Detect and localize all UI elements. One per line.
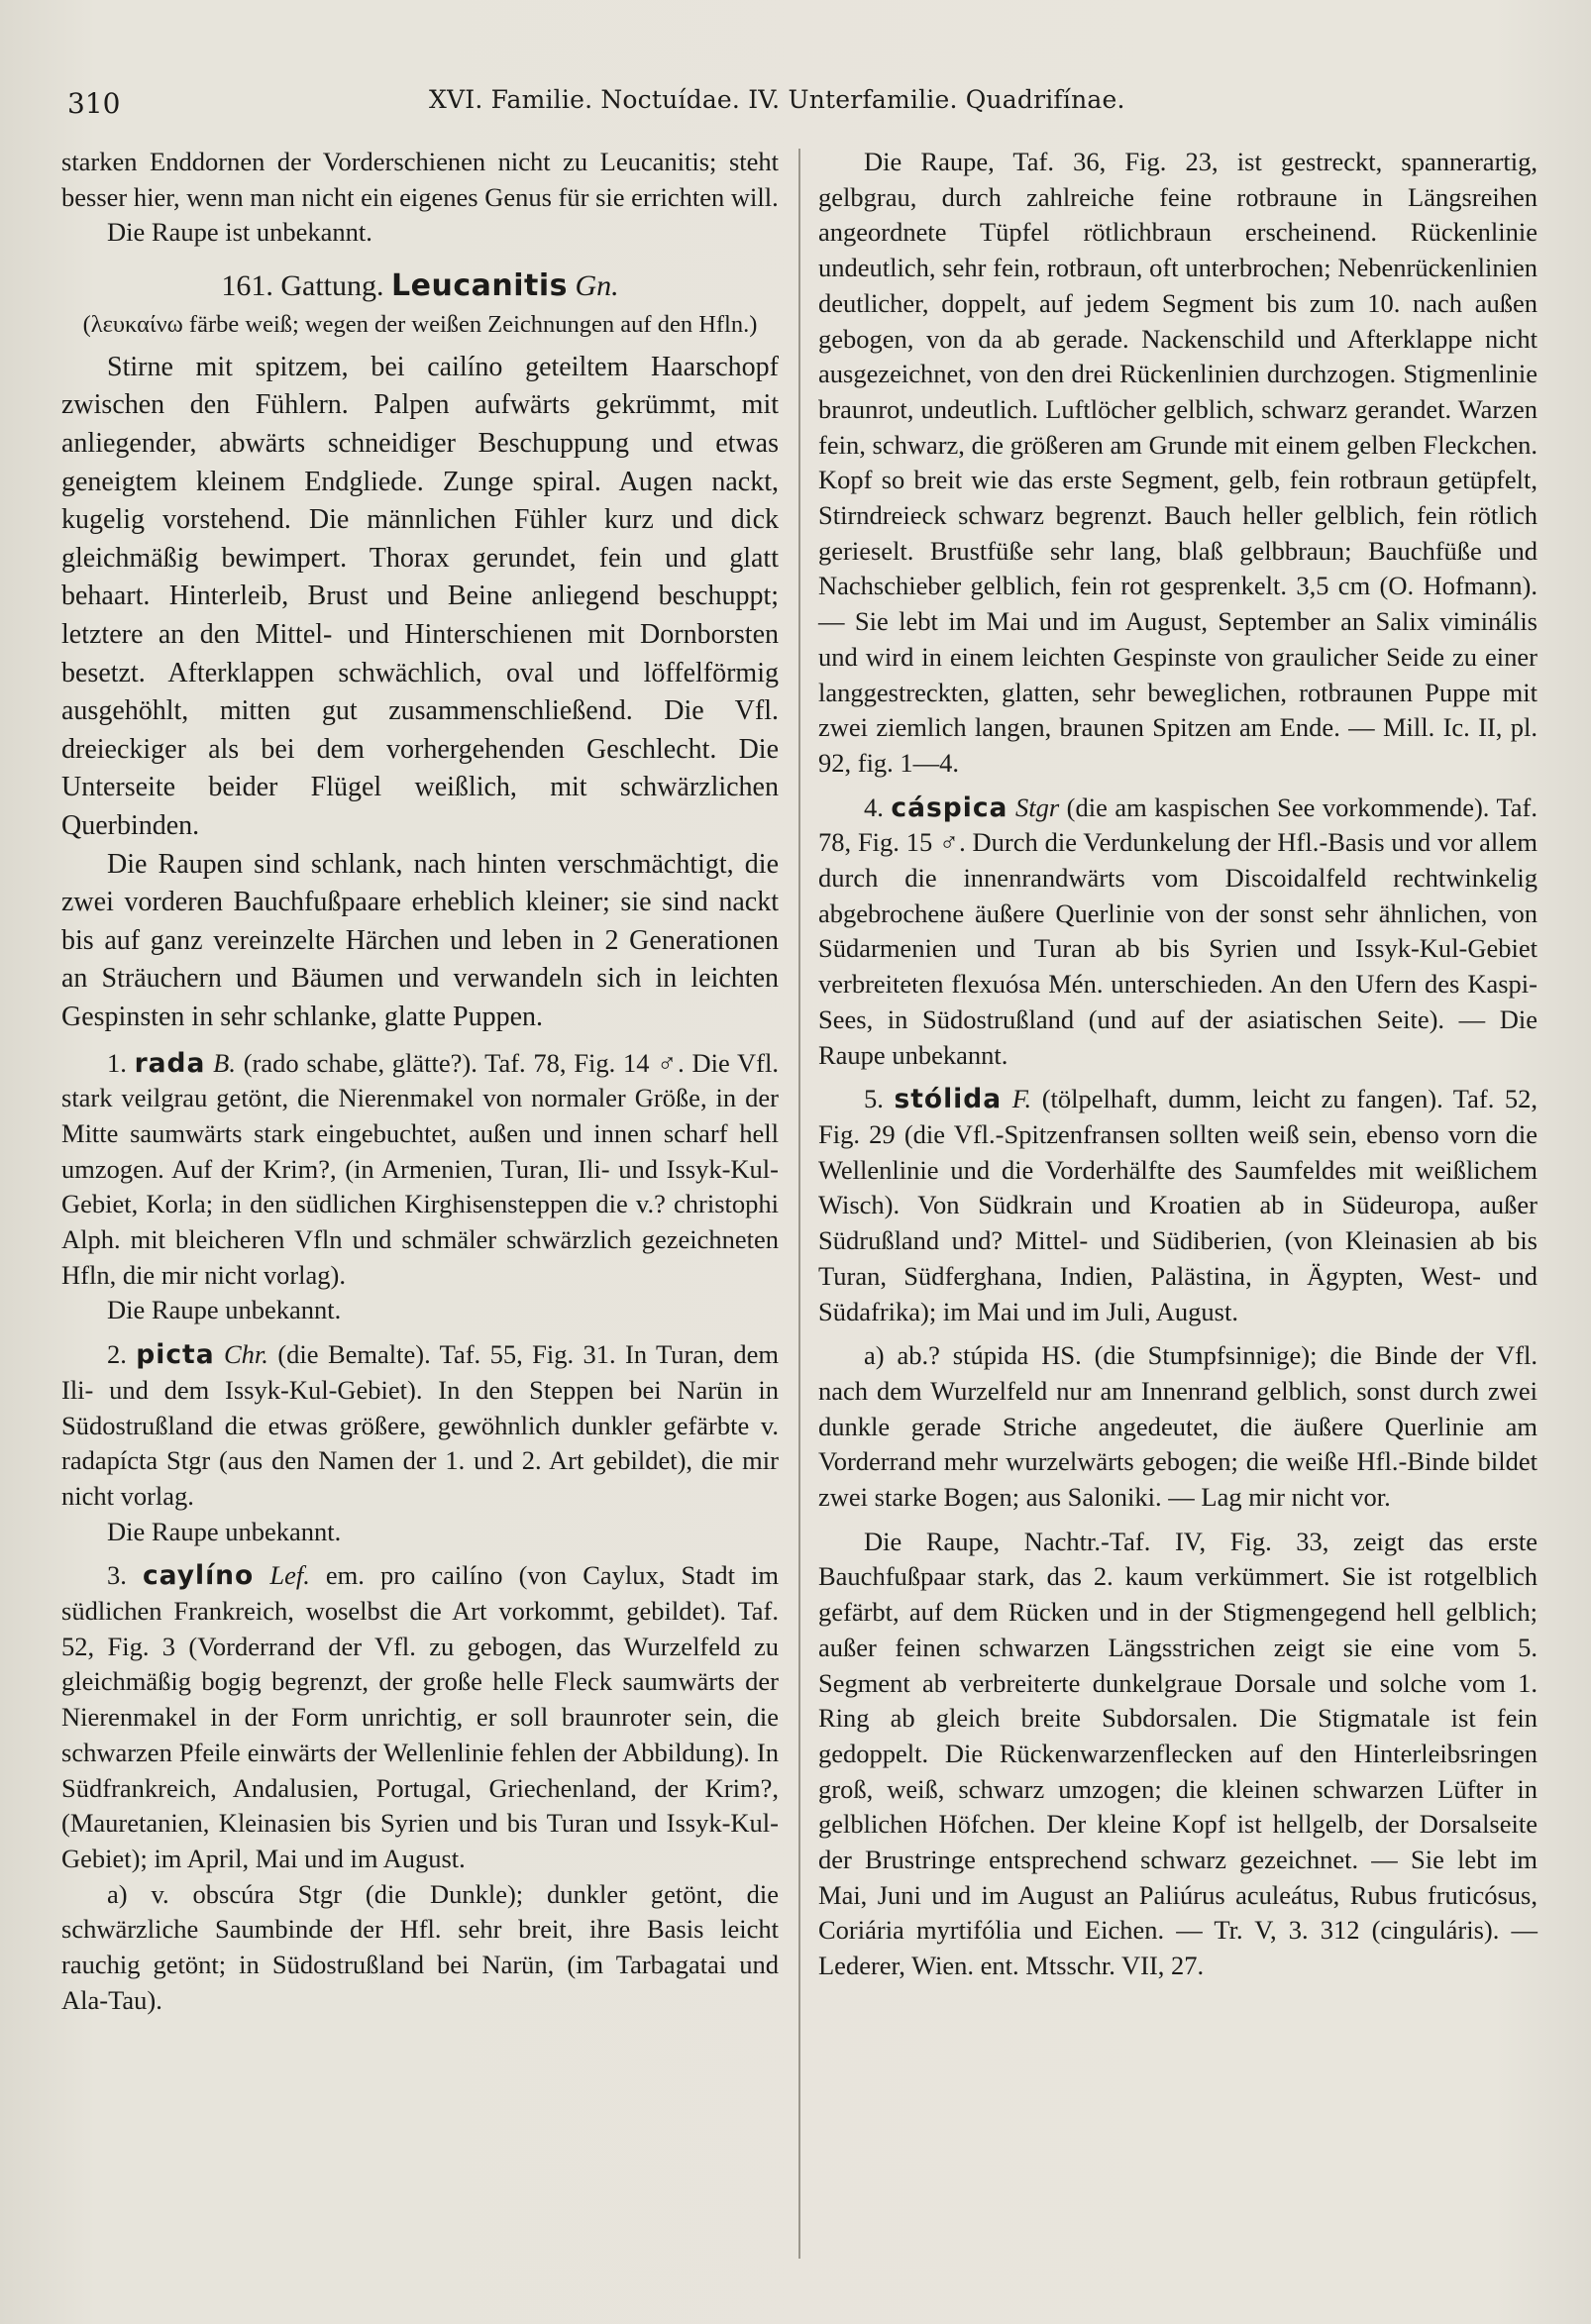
species-author: Stgr [1014,792,1060,822]
species-entry [818,1082,1538,1329]
species-entry [61,1337,779,1515]
intro-paragraph: starken Enddornen der Vorderschienen nicht zu Leucanitis; steht besser hier, wenn man nicht ein eigenes Genus für sie errichten will. [61,147,779,212]
species-text: em. pro cailíno (von Caylux, Stadt im südlichen Frankreich, woselbst die Art vorkommt, gebildet). Taf. 52, Fig. 3 (Vorderrand der Vfl. zu gebogen, das Wurzelfeld zu gleichmäßig bogig begrenzt, der große helle Fleck saumwärts der Nierenmakel in der Form unrichtig, er soll braunroter sein, die schwarzen Pfeile einwärts der Wellenlinie fehlen der Abbildung). In Südfrankreich, Andalusien, Portugal, Griechenland, der Krim?, (Mauretanien, Kleinasien bis Syrien und bis Turan und Issyk-Kul-Gebiet); im April, Mai und im August. [61,1560,780,1873]
species-number: 4. [864,792,884,822]
genus-etymology: (λευκαίνω färbe weiß; wegen der weißen Zeichnungen auf den Hfln.) [82,310,758,338]
species-author: Chr. [224,1339,268,1370]
species-number: 1. [107,1047,127,1078]
species-entry [61,1046,779,1294]
species-text: (tölpelhaft, dumm, leicht zu fangen). Taf. 52, Fig. 29 (die Vfl.-Spitzenfransen sollten weiß sein, ebenso vorn die Wellenlinie und die Vorderhälfte des Saumfeldes mit weißlichem Wisch). Von Südkrain und Kroatien ab in Südeuropa, außer Südrußland und? Mittel- und Südiberien, (von Kleinasien ab bis Turan, Südferghana, Indien, Palästina, in Ägypten, West- und Südafrika); im Mai und im Juli, August. [818,1084,1538,1326]
species-raupe: Die Raupe, Nachtr.-Taf. IV, Fig. 33, zeigt das erste Bauchfußpaar stark, das 2. kaum verkümmert. Sie ist rotgelblich gefärbt, auf dem Rücken und in der Stigmengegend hell gelblich; außer feinen schwarzen Längsstrichen zeigt sie eine vom 5. Segment ab verbreiterte dunkelgraue Dorsale und solche vom 1. Ring ab gleich breite Subdorsalen. Die Stigmatale ist fein gedoppelt. Die Rückenwarzenflecken auf den Hinterleibsringen groß, weiß, schwarz umzogen; die kleinen schwarzen Lüfter in gelblichen Höfchen. Der kleine Kopf ist hellgelb, der Dorsalseite der Brustringe entsprechend schwarz gezeichnet. — Sie lebt im Mai, Juni und im August an Paliúrus aculeátus, Rubus fruticósus, Coriária myrtifólia und Eichen. — Tr. V, 3. 312 (cinguláris). — Lederer, Wien. ent. Mtsschr. VII, 27. [818,1526,1538,1981]
species-number: 2. [107,1339,127,1370]
raupe-description: Die Raupe, Taf. 36, Fig. 23, ist gestreckt, spannerartig, gelbgrau, durch zahlreiche feine rotbraune in Längsreihen angeordnete Tüpfel rötlichbraun erscheinend. Rückenlinie undeutlich, sehr fein, rotbraun, oft unterbrochen; Nebenrückenlinien deutlicher, doppelt, auf jedem Segment bis zum 10. nach außen gebogen, von da ab gerade. Nackenschild und Afterklappe nicht ausgezeichnet, von den drei Rückenlinien durchzogen. Stigmenlinie braunrot, undeutlich. Luftlöcher gelblich, schwarz gerandet. Warzen fein, schwarz, die größeren am Grunde mit einem gelben Fleckchen. Kopf so breit wie das erste Segment, gelb, fein rotbraun getüpfelt, Stirndreieck schwarz begrenzt. Bauch heller gelblich, fein rötlich gerieselt. Brustfüße sehr lang, blaß gelbbraun; Bauchfüße und Nachschieber gelblich, fein rot gesprenkelt. 3,5 cm (O. Hofmann). — Sie lebt im Mai und im August, September an Salix viminális und wird in einem leichten Gespinste von graulicher Seide zu einer langgestreckten, glatten, sehr beweglichen, rotbraunen Puppe mit zwei ziemlich langen, braunen Spitzen am Ende. — Mill. Ic. II, pl. 92, fig. 1—4. [818,147,1538,778]
page-header [67,81,1157,125]
species-text: (die am kaspischen See vorkommende). Taf. 78, Fig. 15 ♂. Durch die Verdunkelung der Hfl.-Basis und vor allem durch die innenrandwärts vom Discoidalfeld rechtwinkelig abgebrochene äußere Querlinie von der sonst sehr ähnlichen, von Südarmenien und Turan ab bis Syrien und Issyk-Kul-Gebiet verbreiteten flexuósa Mén. unterschieden. An den Ufern des Kaspi-Sees, in Südostrußland (und auf der asiatischen Seite). — Die Raupe unbekannt. [818,792,1538,1070]
running-title: XVI. Familie. Noctuídae. IV. Unterfamilie. Quadrifínae. [429,85,1125,114]
genus-description: Stirne mit spitzem, bei cailíno geteiltem Haarschopf zwischen den Fühlern. Palpen aufwärts gekrümmt, mit anliegender, abwärts schneidiger Beschuppung und etwas geneigtem kleinem Endgliede. Zunge spiral. Augen nackt, kugelig vorstehend. Die männlichen Fühler kurz und dick gleichmäßig bewimpert. Thorax gerundet, fein und glatt behaart. Hinterleib, Brust und Beine anliegend beschuppt; letztere an den Mittel- und Hinterschienen mit Dornborsten besetzt. Afterklappen schwächlich, oval und löffelförmig ausgehöhlt, mitten gut zusammenschließend. Die Vfl. dreieckiger als bei dem vorhergehenden Geschlecht. Die Unterseite beider Flügel weißlich, mit schwärzlichen Querbinden. [61,351,779,841]
genus-number: 161. Gattung. [221,269,384,303]
genus-name: Leucanitis [391,268,568,304]
species-name: rada [134,1047,206,1079]
right-column [818,145,1538,1984]
genus-raupen: Die Raupen sind schlank, nach hinten verschmächtigt, die zwei vorderen Bauchfußpaare erheblich kleiner; sie sind nackt bis auf ganz vereinzelte Härchen und leben in 2 Generationen an Sträuchern und Bäumen und verwandeln sich in leichten Gespinsten in sehr schlanke, glatte Puppen. [61,848,779,1032]
genus-author: Gn. [575,269,619,303]
species-author: F. [1011,1084,1032,1114]
species-raupe: Die Raupe unbekannt. [107,1295,342,1325]
species-raupe: Die Raupe unbekannt. [107,1516,342,1546]
species-variety: a) v. obscúra Stgr (die Dunkle); dunkler getönt, die schwärzliche Saumbinde der Hfl. sehr breit, ihre Basis leicht rauchig getönt; in Südostrußland bei Narün, (im Tarbagatai und Ala-Tau). [61,1878,779,2015]
species-author: Lef. [269,1560,310,1591]
species-variety: a) ab.? stúpida HS. (die Stumpfsinnige); die Binde der Vfl. nach dem Wurzelfeld nur am Innenrand gelblich, sonst durch zwei dunkle gerade Striche angedeutet, die äußere Querlinie am Vorderrand mehr wurzelwärts gebogen; die weiße Hfl.-Binde bildet zwei starke Bogen; aus Saloniki. — Lag mir nicht vor. [818,1340,1538,1513]
intro-raupe: Die Raupe ist unbekannt. [107,217,372,248]
species-name: caylíno [142,1560,255,1592]
species-name: stólida [894,1084,1003,1115]
species-text: (die Bemalte). Taf. 55, Fig. 31. In Turan, dem Ili- und dem Issyk-Kul-Gebiet). In den Steppen bei Narün in Südostrußland die etwas größere, gewöhnlich dunkler gefärbte v. radapícta Stgr (aus den Namen der 1. und 2. Art gebildet), die mir nicht vorlag. [61,1339,780,1511]
species-number: 5. [864,1084,884,1114]
species-name: picta [136,1339,215,1371]
column-divider [798,149,800,2259]
species-name: cáspica [891,792,1008,823]
page-number: 310 [67,87,121,120]
species-number: 3. [107,1560,127,1591]
species-author: B. [213,1047,236,1078]
genus-heading [61,268,779,304]
species-entry [818,791,1538,1074]
left-column [61,145,779,2018]
species-entry [61,1558,779,1876]
species-text: (rado schabe, glätte?). Taf. 78, Fig. 14 ♂. Die Vfl. stark veilgrau getönt, die Nierenmakel von normaler Größe, in der Mitte saumwärts stark eingebuchtet, außen und innen scharf hell umzogen. Auf der Krim?, (in Armenien, Turan, Ili- und Issyk-Kul-Gebiet, Korla; in den südlichen Kirghisensteppen die v.? christophi Alph. mit bleicheren Vfln und schmäler schwärzlich gezeichneten Hfln, die mir nicht vorlag). [61,1047,779,1290]
